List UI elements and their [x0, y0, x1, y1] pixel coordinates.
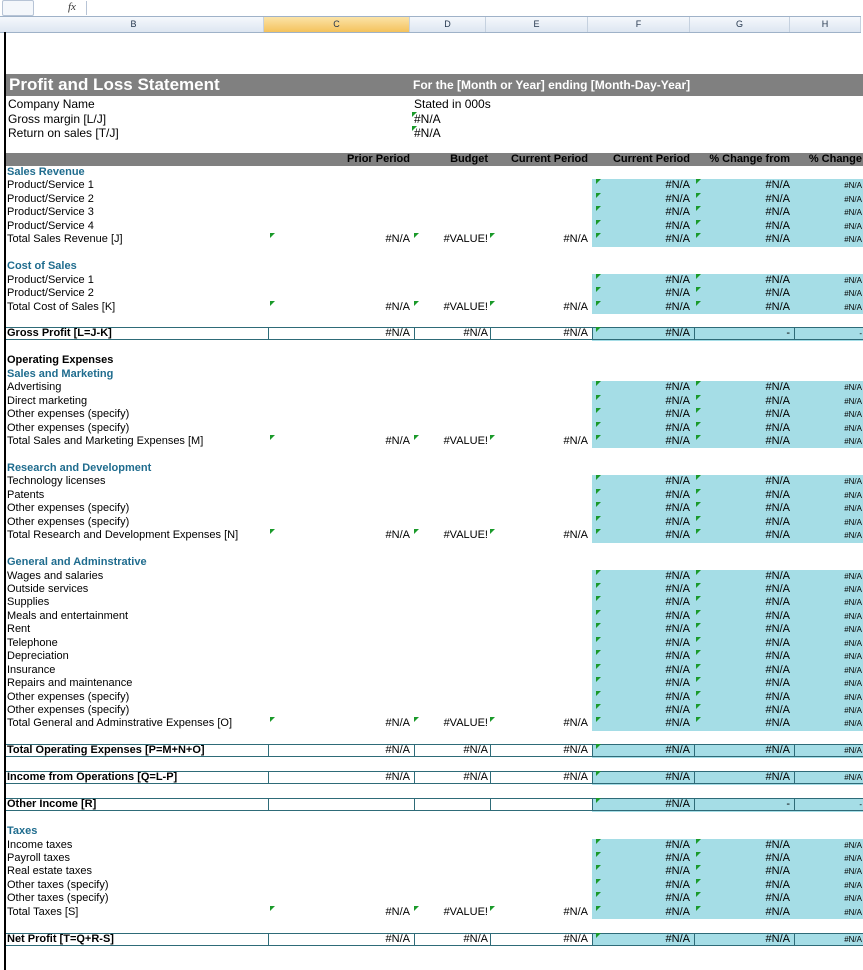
- cell-value[interactable]: #N/A: [665, 192, 690, 205]
- row-label: Product/Service 2: [7, 192, 94, 205]
- statement-row: [6, 691, 863, 704]
- cell-value[interactable]: #N/A: [765, 435, 790, 447]
- cell-value[interactable]: #N/A: [563, 300, 588, 313]
- cell-value[interactable]: #N/A: [665, 475, 690, 488]
- cell-value[interactable]: #N/A: [765, 650, 790, 663]
- cell-value[interactable]: #N/A: [844, 894, 862, 904]
- gross-margin-label: Gross margin [L/J]: [8, 112, 107, 126]
- cell-value[interactable]: #N/A: [385, 905, 410, 918]
- cell-value[interactable]: #N/A: [844, 490, 862, 500]
- cell-value[interactable]: #N/A: [765, 771, 790, 784]
- row-label: Direct marketing: [7, 394, 88, 407]
- cell-value[interactable]: #N/A: [665, 287, 690, 300]
- col-prior-period: Prior Period: [347, 153, 410, 165]
- column-header-d[interactable]: D: [410, 17, 486, 32]
- cell-value[interactable]: #N/A: [665, 300, 690, 313]
- row-label: Meals and entertainment: [7, 609, 129, 622]
- row-label: Income from Operations [Q=L-P]: [7, 771, 178, 784]
- row-label: Product/Service 2: [7, 287, 94, 300]
- cell-value[interactable]: #N/A: [844, 383, 862, 393]
- stated-in[interactable]: Stated in 000s: [414, 97, 491, 111]
- cell-value[interactable]: #N/A: [844, 638, 862, 648]
- cell-value[interactable]: -: [859, 329, 862, 339]
- row-label: Product/Service 3: [7, 206, 94, 219]
- row-label: Other expenses (specify): [7, 502, 130, 515]
- statement-row: [6, 502, 863, 515]
- statement-row: [6, 435, 863, 448]
- cell-value[interactable]: #N/A: [765, 609, 790, 622]
- row-label: Taxes: [7, 825, 38, 838]
- row-label: Research and Development: [7, 461, 152, 474]
- cell-value[interactable]: -: [786, 327, 790, 340]
- row-label: Depreciation: [7, 650, 69, 663]
- formula-bar: [0, 0, 861, 17]
- cell-value[interactable]: #VALUE!: [443, 717, 488, 730]
- statement-row: [6, 179, 863, 192]
- cell-value[interactable]: #N/A: [844, 477, 862, 487]
- cell-value[interactable]: #N/A: [844, 208, 862, 218]
- cell-value[interactable]: #N/A: [844, 396, 862, 406]
- statement-row: [6, 704, 863, 717]
- cell-value[interactable]: #N/A: [765, 744, 790, 757]
- cell-value[interactable]: #N/A: [844, 410, 862, 420]
- row-label: Product/Service 4: [7, 219, 94, 232]
- period-text[interactable]: For the [Month or Year] ending [Month-Day-Year]: [413, 78, 691, 92]
- statement-row: [6, 798, 863, 811]
- statement-row: [6, 529, 863, 542]
- cell-value[interactable]: #N/A: [665, 677, 690, 690]
- row-label: Gross Profit [L=J-K]: [7, 327, 112, 340]
- cell-value[interactable]: #N/A: [765, 475, 790, 488]
- cell-value[interactable]: #N/A: [765, 502, 790, 515]
- statement-row: [6, 650, 863, 663]
- cell-value[interactable]: #VALUE!: [443, 905, 488, 918]
- row-label: Other expenses (specify): [7, 704, 130, 716]
- cell-value[interactable]: #N/A: [385, 771, 410, 784]
- row-label: Wages and salaries: [7, 569, 104, 582]
- cell-value[interactable]: #N/A: [665, 717, 690, 730]
- row-label: Net Profit [T=Q+R-S]: [7, 932, 114, 945]
- statement-row: [6, 220, 863, 233]
- cell-value[interactable]: #N/A: [844, 611, 862, 621]
- cell-value[interactable]: #N/A: [385, 529, 410, 542]
- cell-value[interactable]: #N/A: [665, 704, 690, 716]
- statement-row: [6, 744, 863, 757]
- statement-row: [6, 462, 863, 475]
- cell-value[interactable]: #N/A: [665, 515, 690, 528]
- statement-row: [6, 287, 863, 300]
- cell-value[interactable]: #N/A: [844, 840, 862, 850]
- cell-value[interactable]: #N/A: [765, 596, 790, 609]
- column-header-e[interactable]: E: [486, 17, 588, 32]
- row-label: Income taxes: [7, 838, 73, 851]
- statement-row: [6, 166, 863, 179]
- cell-value[interactable]: #N/A: [844, 692, 862, 702]
- cell-value[interactable]: #N/A: [665, 408, 690, 421]
- formula-separator: [86, 1, 87, 15]
- return-value[interactable]: #N/A: [414, 126, 441, 140]
- statement-row: [6, 516, 863, 529]
- row-label: Other expenses (specify): [7, 421, 130, 434]
- cell-value[interactable]: #N/A: [665, 771, 690, 784]
- name-box[interactable]: [2, 0, 34, 16]
- cell-value[interactable]: #N/A: [844, 531, 862, 541]
- statement-row: [6, 274, 863, 287]
- cell-value[interactable]: #VALUE!: [443, 233, 488, 246]
- title-banner: [6, 74, 863, 96]
- cell-value[interactable]: #VALUE!: [443, 435, 488, 447]
- cell-value[interactable]: #N/A: [765, 515, 790, 528]
- cell-value[interactable]: #N/A: [563, 327, 588, 340]
- col-change-from: % Change from: [709, 153, 790, 165]
- row-label: General and Adminstrative: [7, 556, 147, 569]
- cell-value[interactable]: #N/A: [765, 529, 790, 542]
- cell-value[interactable]: #N/A: [385, 327, 410, 340]
- row-label: Sales Revenue: [7, 166, 85, 178]
- statement-row: [6, 623, 863, 636]
- statement-row: [6, 206, 863, 219]
- cell-value[interactable]: #N/A: [844, 275, 862, 285]
- cell-value[interactable]: #N/A: [765, 287, 790, 300]
- cell-value[interactable]: #N/A: [765, 663, 790, 676]
- cell-value[interactable]: #N/A: [765, 838, 790, 851]
- column-header-b[interactable]: B: [4, 17, 264, 32]
- column-header-c[interactable]: C: [264, 17, 410, 32]
- row-label: Operating Expenses: [7, 354, 114, 367]
- column-title-row: [6, 153, 863, 166]
- row-label: Rent: [7, 623, 31, 636]
- cell-value[interactable]: #N/A: [765, 179, 790, 192]
- statement-row: [6, 906, 863, 919]
- statement-row: [6, 408, 863, 421]
- cell-value[interactable]: #N/A: [665, 435, 690, 447]
- cell-value[interactable]: #N/A: [844, 706, 862, 715]
- cell-value[interactable]: #N/A: [665, 233, 690, 246]
- cell-value[interactable]: -: [786, 798, 790, 811]
- column-header-h[interactable]: H: [790, 17, 861, 32]
- cell-value[interactable]: #N/A: [665, 502, 690, 515]
- return-label: Return on sales [T/J]: [8, 126, 119, 140]
- statement-row: [6, 570, 863, 583]
- cell-value[interactable]: #N/A: [665, 892, 690, 905]
- cell-value[interactable]: #N/A: [765, 905, 790, 918]
- row-label: Total Operating Expenses [P=M+N+O]: [7, 744, 205, 757]
- statement-row: [6, 475, 863, 488]
- cell-value[interactable]: #N/A: [385, 932, 410, 945]
- statement-row: [6, 637, 863, 650]
- worksheet[interactable]: [4, 32, 863, 970]
- cell-value[interactable]: #N/A: [665, 932, 690, 945]
- statement-row: [6, 596, 863, 609]
- cell-value[interactable]: #N/A: [463, 744, 488, 757]
- statement-row: [6, 610, 863, 623]
- cell-value[interactable]: #N/A: [765, 421, 790, 434]
- cell-value[interactable]: #N/A: [844, 880, 862, 890]
- cell-value[interactable]: #N/A: [665, 582, 690, 595]
- cell-value[interactable]: #N/A: [665, 798, 690, 811]
- col-budget: Budget: [450, 153, 488, 165]
- cell-value[interactable]: #N/A: [563, 435, 588, 447]
- cell-value[interactable]: #N/A: [665, 623, 690, 636]
- cell-value[interactable]: #N/A: [665, 394, 690, 407]
- cell-value[interactable]: #N/A: [665, 327, 690, 340]
- cell-value[interactable]: #N/A: [765, 273, 790, 286]
- cell-value[interactable]: #N/A: [665, 569, 690, 582]
- company-name[interactable]: Company Name: [8, 97, 95, 111]
- column-header-g[interactable]: G: [690, 17, 790, 32]
- cell-value[interactable]: #N/A: [385, 233, 410, 246]
- cell-value[interactable]: #N/A: [844, 934, 862, 944]
- cell-value[interactable]: #N/A: [385, 744, 410, 757]
- statement-row: [6, 583, 863, 596]
- cell-value[interactable]: #N/A: [665, 529, 690, 542]
- row-label: Other taxes (specify): [7, 878, 109, 891]
- cell-value[interactable]: #N/A: [844, 867, 862, 877]
- cell-value[interactable]: #N/A: [665, 905, 690, 918]
- row-label: Total Cost of Sales [K]: [7, 300, 116, 313]
- row-label: Total Taxes [S]: [7, 905, 79, 918]
- cell-value[interactable]: #N/A: [765, 878, 790, 891]
- row-label: Other expenses (specify): [7, 690, 130, 703]
- cell-value[interactable]: #N/A: [844, 437, 862, 446]
- cell-value[interactable]: #N/A: [665, 488, 690, 501]
- row-label: Patents: [7, 488, 45, 501]
- cell-value[interactable]: #N/A: [665, 636, 690, 649]
- cell-value[interactable]: #N/A: [563, 905, 588, 918]
- row-label: Total Sales Revenue [J]: [7, 233, 123, 246]
- cell-value[interactable]: #N/A: [665, 865, 690, 878]
- cell-value[interactable]: #N/A: [844, 289, 862, 299]
- row-label: Product/Service 1: [7, 179, 94, 192]
- statement-row: [6, 260, 863, 273]
- cell-value[interactable]: #N/A: [563, 744, 588, 757]
- statement-row: [6, 892, 863, 905]
- statement-row: [6, 301, 863, 314]
- statement-row: [6, 865, 863, 878]
- cell-value[interactable]: #N/A: [765, 219, 790, 232]
- statement-row: [6, 664, 863, 677]
- cell-value[interactable]: #N/A: [765, 690, 790, 703]
- cell-value[interactable]: #N/A: [665, 273, 690, 286]
- cell-value[interactable]: #N/A: [665, 650, 690, 663]
- row-label: Sales and Marketing: [7, 367, 114, 380]
- statement-row: [6, 381, 863, 394]
- cell-value[interactable]: #N/A: [844, 746, 862, 756]
- cell-value[interactable]: #N/A: [765, 892, 790, 905]
- cell-value[interactable]: #N/A: [844, 504, 862, 514]
- cell-value[interactable]: #N/A: [765, 851, 790, 864]
- statement-row: [6, 771, 863, 784]
- cell-value[interactable]: #N/A: [844, 679, 862, 689]
- cell-value[interactable]: #N/A: [765, 717, 790, 730]
- cell-value[interactable]: #N/A: [385, 717, 410, 730]
- cell-value[interactable]: #N/A: [844, 517, 862, 527]
- cell-value[interactable]: #N/A: [385, 300, 410, 313]
- cell-value[interactable]: #N/A: [765, 623, 790, 636]
- cell-value[interactable]: #N/A: [563, 717, 588, 730]
- cell-value[interactable]: #N/A: [665, 690, 690, 703]
- cell-value[interactable]: #N/A: [844, 625, 862, 635]
- cell-value[interactable]: #N/A: [765, 636, 790, 649]
- statement-row: [6, 489, 863, 502]
- statement-row: [6, 852, 863, 865]
- cell-value[interactable]: #N/A: [563, 771, 588, 784]
- cell-value[interactable]: #N/A: [844, 181, 862, 191]
- cell-value[interactable]: #N/A: [665, 421, 690, 434]
- statement-row: [6, 933, 863, 946]
- col-current-period-2: Current Period: [612, 153, 690, 165]
- cell-value[interactable]: #N/A: [665, 179, 690, 192]
- statement-row: [6, 368, 863, 381]
- gross-margin-value[interactable]: #N/A: [414, 112, 441, 126]
- row-label: Payroll taxes: [7, 851, 70, 864]
- cell-value[interactable]: #N/A: [665, 219, 690, 232]
- cell-value[interactable]: #N/A: [765, 206, 790, 219]
- cell-value[interactable]: #N/A: [563, 529, 588, 542]
- cell-value[interactable]: #N/A: [844, 423, 862, 433]
- cell-value[interactable]: #VALUE!: [443, 300, 488, 313]
- cell-value[interactable]: #N/A: [665, 878, 690, 891]
- cell-value[interactable]: #N/A: [665, 381, 690, 394]
- row-label: Other taxes (specify): [7, 892, 109, 905]
- cell-value[interactable]: #N/A: [844, 665, 862, 675]
- row-label: Outside services: [7, 582, 89, 595]
- row-label: Advertising: [7, 381, 62, 394]
- cell-value[interactable]: #N/A: [844, 853, 862, 863]
- row-label: Total General and Adminstrative Expenses [O]: [7, 717, 233, 730]
- cell-value[interactable]: -: [859, 800, 862, 810]
- cell-value[interactable]: #N/A: [463, 932, 488, 945]
- statement-row: [6, 556, 863, 569]
- cell-value[interactable]: #N/A: [765, 233, 790, 246]
- cell-value[interactable]: #N/A: [844, 571, 862, 581]
- cell-value[interactable]: #N/A: [765, 932, 790, 945]
- statement-row: [6, 327, 863, 340]
- cell-value[interactable]: #N/A: [765, 408, 790, 421]
- row-label: Other expenses (specify): [7, 408, 130, 421]
- cell-value[interactable]: #N/A: [765, 488, 790, 501]
- cell-value[interactable]: #N/A: [665, 744, 690, 757]
- row-label: Other expenses (specify): [7, 515, 130, 528]
- cell-value[interactable]: #N/A: [844, 652, 862, 662]
- cell-value[interactable]: #N/A: [844, 719, 862, 729]
- cell-value[interactable]: #N/A: [665, 663, 690, 676]
- statement-row: [6, 717, 863, 730]
- statement-row: [6, 354, 863, 367]
- cell-value[interactable]: #N/A: [844, 302, 862, 312]
- cell-value[interactable]: #N/A: [665, 596, 690, 609]
- cell-value[interactable]: #N/A: [765, 582, 790, 595]
- row-label: Supplies: [7, 596, 50, 609]
- cell-value[interactable]: #N/A: [385, 435, 410, 447]
- row-label: Telephone: [7, 636, 58, 649]
- statement-row: [6, 825, 863, 838]
- statement-row: [6, 233, 863, 246]
- cell-value[interactable]: #N/A: [765, 394, 790, 407]
- cell-value[interactable]: #N/A: [563, 932, 588, 945]
- statement-row: [6, 839, 863, 852]
- cell-value[interactable]: #N/A: [844, 235, 862, 245]
- row-label: Total Sales and Marketing Expenses [M]: [7, 435, 204, 447]
- cell-value[interactable]: #N/A: [844, 598, 862, 608]
- statement-row: [6, 395, 863, 408]
- statement-row: [6, 422, 863, 435]
- page-title: Profit and Loss Statement: [9, 75, 220, 94]
- column-header-f[interactable]: F: [588, 17, 690, 32]
- cell-value[interactable]: #N/A: [765, 865, 790, 878]
- error-indicator-icon: [412, 112, 417, 117]
- row-label: Repairs and maintenance: [7, 677, 133, 690]
- cell-value[interactable]: #N/A: [665, 206, 690, 219]
- statement-row: [6, 193, 863, 206]
- cell-value[interactable]: #N/A: [765, 704, 790, 716]
- col-change: % Change: [808, 153, 862, 165]
- cell-value[interactable]: #N/A: [765, 381, 790, 394]
- cell-value[interactable]: #N/A: [844, 907, 862, 917]
- cell-value[interactable]: #N/A: [844, 221, 862, 231]
- row-label: Real estate taxes: [7, 865, 92, 878]
- cell-value[interactable]: #N/A: [463, 771, 488, 784]
- cell-value[interactable]: #N/A: [463, 327, 488, 340]
- cell-value[interactable]: #N/A: [765, 569, 790, 582]
- row-label: Product/Service 1: [7, 273, 94, 286]
- row-label: Other Income [R]: [7, 798, 97, 811]
- cell-value[interactable]: #N/A: [844, 584, 862, 594]
- row-label: Total Research and Development Expenses [N]: [7, 529, 239, 542]
- col-current-period: Current Period: [510, 153, 588, 165]
- cell-value[interactable]: #N/A: [665, 851, 690, 864]
- column-headers: [0, 17, 861, 33]
- statement-row: [6, 677, 863, 690]
- cell-value[interactable]: #N/A: [765, 300, 790, 313]
- row-label: Technology licenses: [7, 475, 106, 488]
- cell-value[interactable]: #N/A: [665, 838, 690, 851]
- cell-value[interactable]: #N/A: [665, 609, 690, 622]
- statement-row: [6, 879, 863, 892]
- row-label: Cost of Sales: [7, 260, 77, 273]
- cell-value[interactable]: #N/A: [844, 773, 862, 783]
- function-icon[interactable]: fx: [68, 1, 76, 13]
- cell-value[interactable]: #N/A: [844, 194, 862, 204]
- cell-value[interactable]: #N/A: [765, 192, 790, 205]
- cell-value[interactable]: #N/A: [765, 677, 790, 690]
- cell-value[interactable]: #VALUE!: [443, 529, 488, 542]
- error-indicator-icon: [412, 126, 417, 131]
- cell-value[interactable]: #N/A: [563, 233, 588, 246]
- row-label: Insurance: [7, 663, 56, 676]
